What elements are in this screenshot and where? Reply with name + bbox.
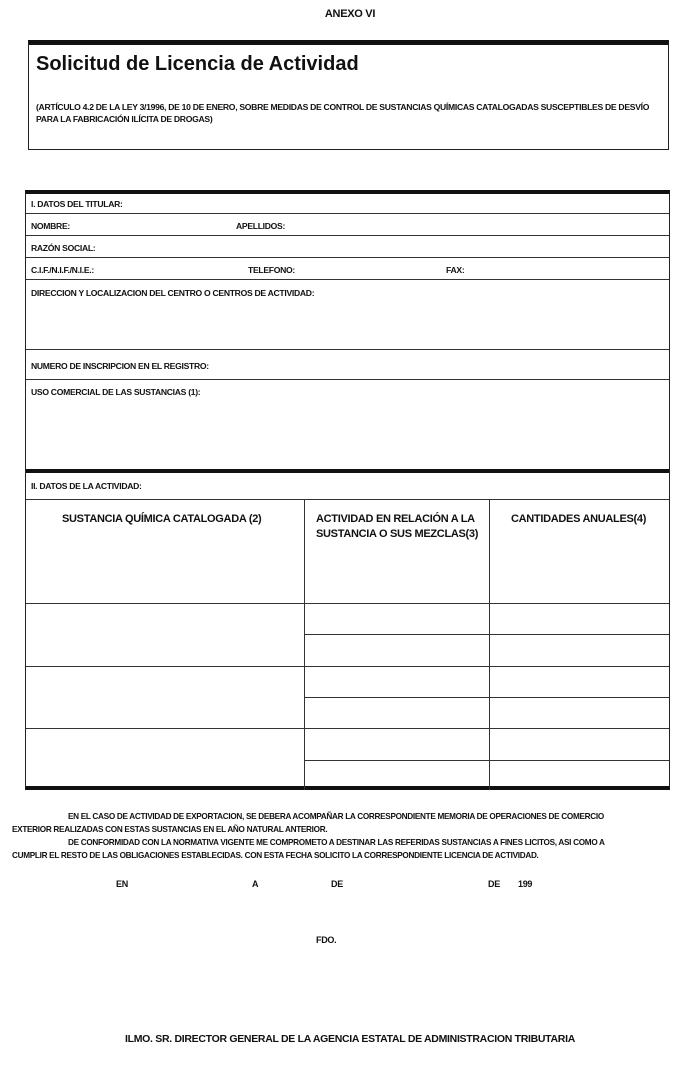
apellidos-label: APELLIDOS: (236, 221, 286, 231)
registry-number-row[interactable] (26, 350, 669, 380)
table-row[interactable] (26, 666, 304, 728)
form-subtitle: (ARTÍCULO 4.2 DE LA LEY 3/1996, DE 10 DE ENERO, SOBRE MEDIDAS DE CONTROL DE SUSTANCIAS QUÍMICAS CATALOGADAS SUSCEPTIBLES DE DESVÍO PARA LA FABRICACIÓN ILÍCITA DE DROGAS) (36, 102, 650, 124)
direccion-label: DIRECCION Y LOCALIZACION DEL CENTRO O CENTROS DE ACTIVIDAD: (31, 288, 315, 298)
commitment-line1: DE CONFORMIDAD CON LA NORMATIVA VIGENTE ME COMPROMETO A DESTINAR LAS REFERIDAS SUSTANCIAS A FINES LICITOS, ASI COMO A (68, 838, 605, 847)
year-value: 199 (518, 879, 533, 889)
addressee: ILMO. SR. DIRECTOR GENERAL DE LA AGENCIA ESTATAL DE ADMINISTRACION TRIBUTARIA (125, 1033, 575, 1045)
table-divider-1 (304, 500, 305, 790)
section1-heading-row (26, 194, 669, 214)
export-note-line2: EXTERIOR REALIZADAS CON ESTAS SUSTANCIAS EN EL AÑO NATURAL ANTERIOR. (12, 825, 328, 834)
column-header-activity: ACTIVIDAD EN RELACIÓN A LA SUSTANCIA O SUS MEZCLAS(3) (316, 513, 479, 540)
header-box (28, 40, 669, 150)
cif-label: C.I.F./N.I.F./N.I.E.: (31, 265, 94, 275)
inscripcion-label: NUMERO DE INSCRIPCION EN EL REGISTRO: (31, 361, 209, 371)
name-row[interactable] (26, 214, 669, 236)
application-form (25, 190, 670, 790)
section2-heading: II. DATOS DE LA ACTIVIDAD: (31, 481, 142, 491)
column-header-substance: SUSTANCIA QUÍMICA CATALOGADA (2) (62, 513, 262, 525)
section1-heading: I. DATOS DEL TITULAR: (31, 199, 123, 209)
month-label: DE (331, 879, 343, 889)
nombre-label: NOMBRE: (31, 221, 70, 231)
razon-social-label: RAZÓN SOCIAL: (31, 243, 96, 253)
table-row[interactable] (26, 728, 304, 790)
form-title: Solicitud de Licencia de Actividad (36, 53, 359, 75)
signature-label: FDO. (316, 935, 337, 945)
annex-label: ANEXO VI (324, 8, 376, 20)
year-label: DE (488, 879, 500, 889)
contact-row[interactable] (26, 258, 669, 280)
table-row-1-split (304, 634, 669, 635)
export-note-line1: EN EL CASO DE ACTIVIDAD DE EXPORTACION, SE DEBERA ACOMPAÑAR LA CORRESPONDIENTE MEMORIA DE OPERACIONES DE COMERCIO (68, 812, 604, 821)
place-label: EN (116, 879, 128, 889)
table-row[interactable] (26, 603, 304, 666)
address-row[interactable] (26, 280, 669, 350)
fax-label: FAX: (446, 265, 465, 275)
razon-social-row[interactable] (26, 236, 669, 258)
table-divider-2 (489, 500, 490, 790)
column-header-quantities: CANTIDADES ANUALES(4) (511, 513, 647, 525)
day-label: A (252, 879, 259, 889)
uso-label: USO COMERCIAL DE LAS SUSTANCIAS (1): (31, 387, 201, 397)
commercial-use-row[interactable] (26, 380, 669, 473)
telefono-label: TELEFONO: (248, 265, 295, 275)
table-row-2-split (304, 697, 669, 698)
section2-heading-row (26, 473, 669, 500)
table-row-3-split (304, 760, 669, 761)
commitment-line2: CUMPLIR EL RESTO DE LAS OBLIGACIONES ESTABLECIDAS. CON ESTA FECHA SOLICITO LA CORRESPONDIENTE LICENCIA DE ACTIVIDAD. (12, 851, 539, 860)
